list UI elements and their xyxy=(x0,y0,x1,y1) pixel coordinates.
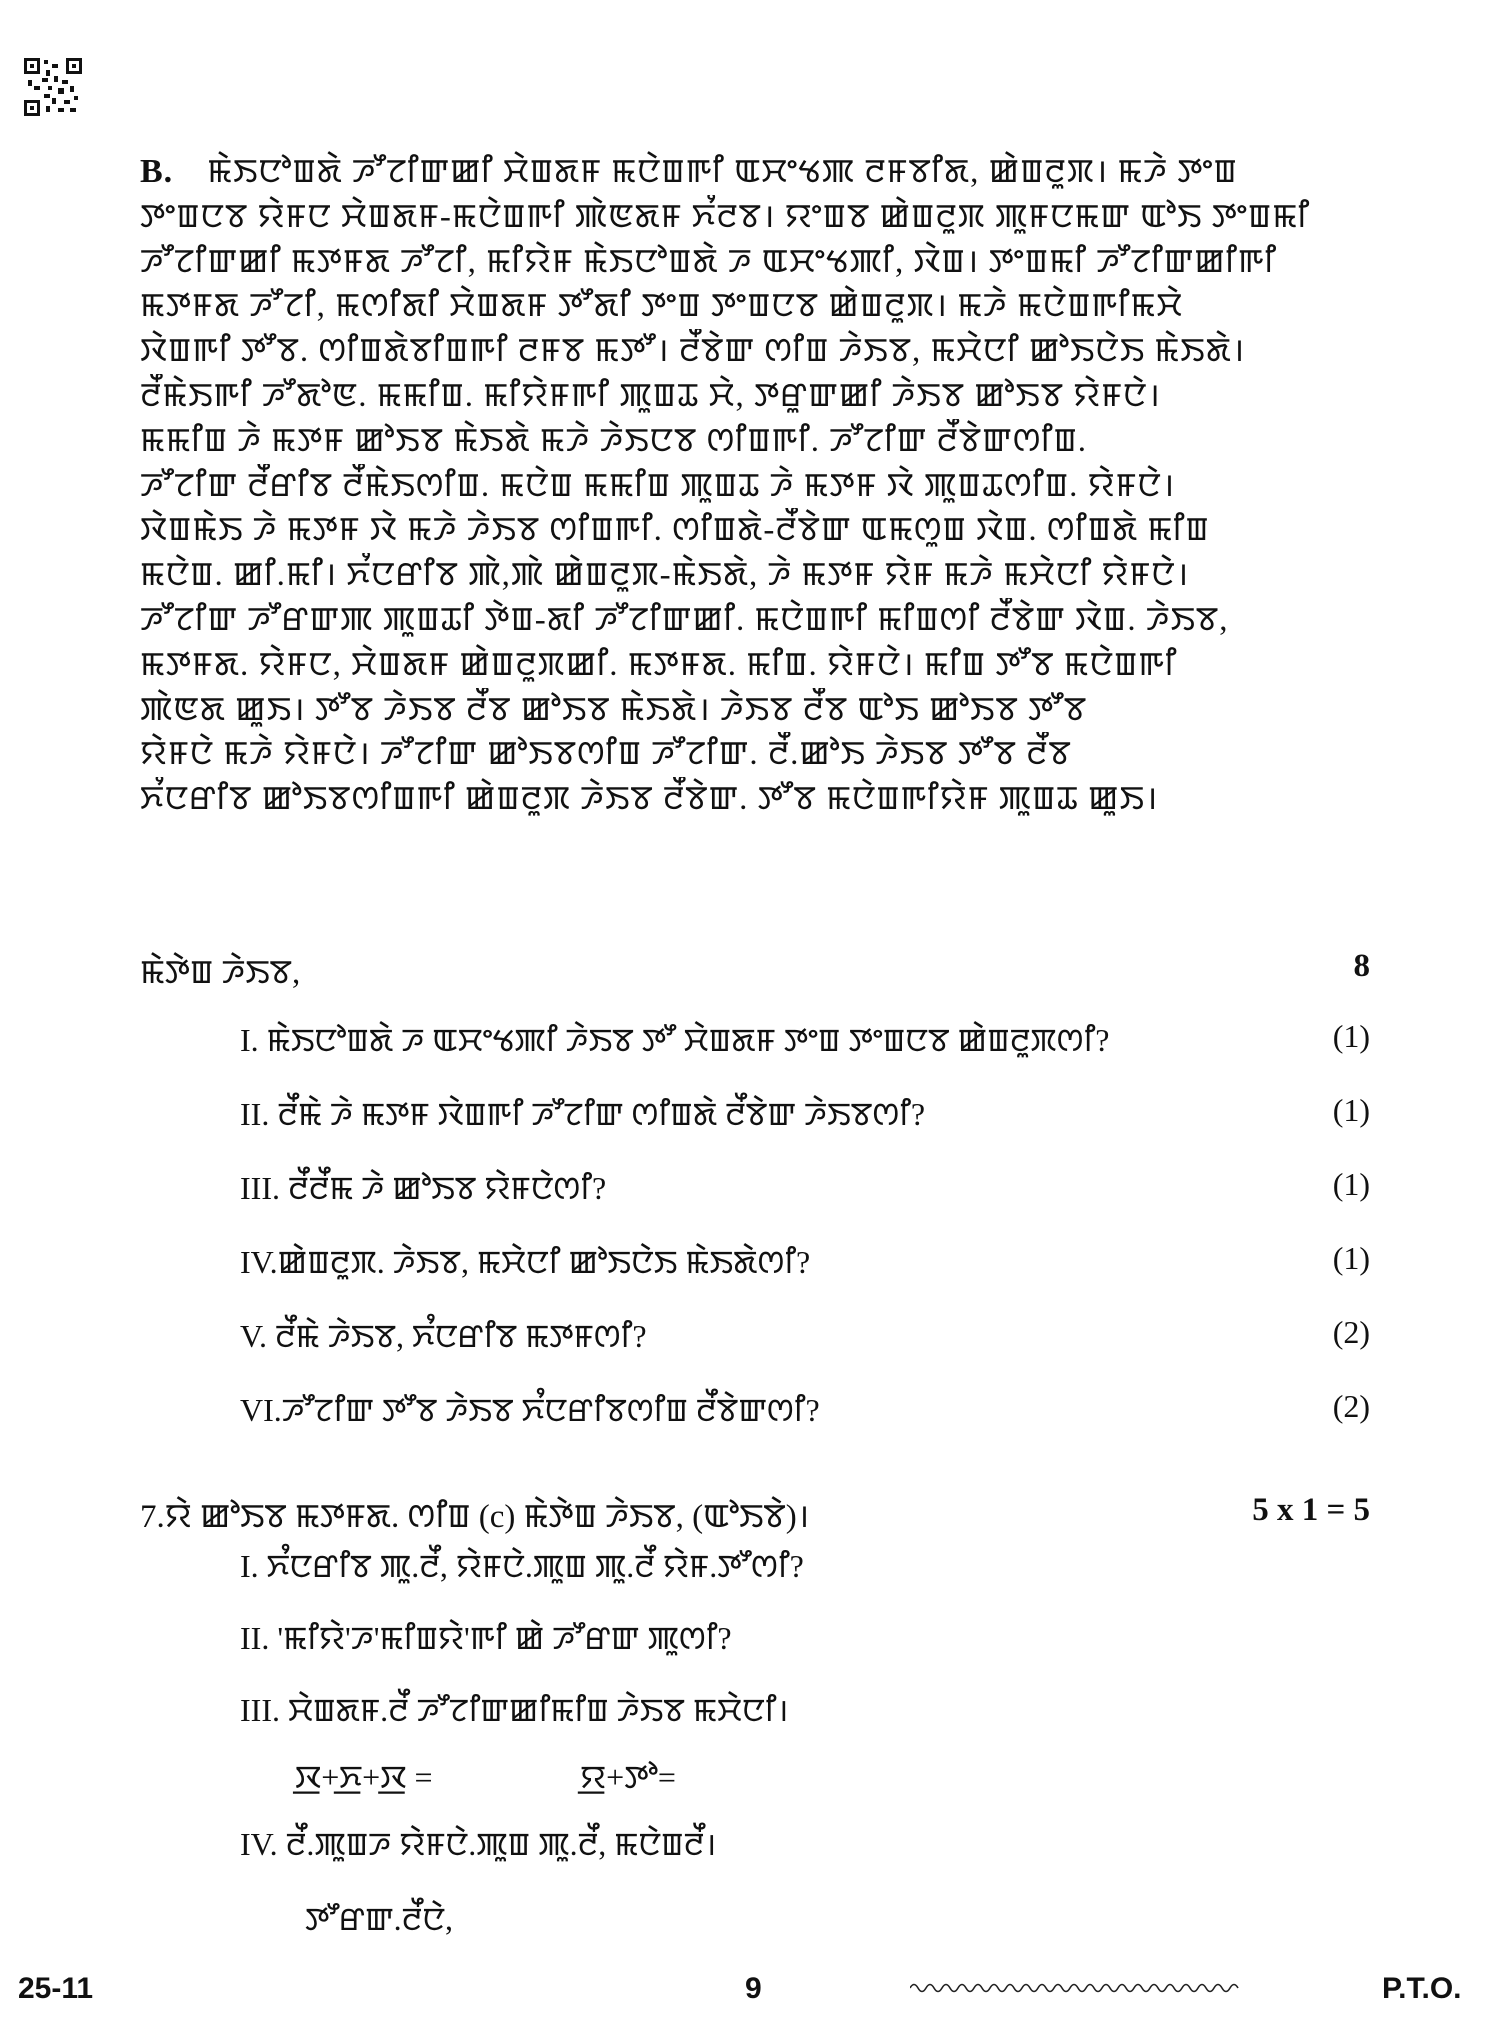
page-number: 9 xyxy=(745,1972,762,2005)
instruction-text: ꯃꯥꯇꯥꯡ ꯍꯥꯏꯕ, xyxy=(140,955,301,991)
passage-line: ꯋꯥꯡꯒꯤ ꯇꯧꯕ. ꯁꯤꯡꯗꯥꯕꯤꯡꯒꯤ ꯂꯝꯕ ꯃꯇꯧ। ꯂꯩꯕꯥꯛ ꯁꯤꯡ ꯍꯥꯏꯕ, ꯃꯆꯥꯅꯤ ꯀꯣꯏꯅꯥꯏ ꯃꯥꯏꯗꯥ। xyxy=(140,333,1246,370)
subquestion xyxy=(240,1388,1370,1432)
question-7-marks: 5 x 1 = 5 xyxy=(1252,1492,1370,1528)
passage-line: ꯋꯥꯡꯃꯥꯏ ꯍꯥ ꯃꯇꯝ ꯋꯥ ꯃꯍꯥ ꯍꯥꯏꯕ ꯁꯤꯡꯒꯤ. ꯁꯤꯡꯗꯥ-ꯂꯩꯕꯥꯛ ꯑꯃꯁꯨꯡ ꯋꯥꯡ. ꯁꯤꯡꯗꯥ ꯃꯤꯡ xyxy=(140,512,1210,549)
question-7-item: I. ꯈꯪꯅꯔꯤꯕ ꯄꯨ.ꯂꯩ, ꯌꯥꯝꯅꯥ.ꯄꯨꯡ ꯄꯨ.ꯂꯩ ꯌꯥꯝ.ꯇꯧꯁꯤ? xyxy=(240,1548,804,1584)
subquestion-text: V. ꯂꯩꯃꯥ ꯍꯥꯏꯕ, ꯈꯪꯅꯔꯤꯕ ꯃꯇꯝꯁꯤ? xyxy=(240,1318,647,1354)
section-label: B. xyxy=(140,153,174,190)
passage-line: ꯍꯧꯖꯤꯛ ꯂꯩꯔꯤꯕ ꯂꯩꯃꯥꯏꯁꯤꯡ. ꯃꯅꯥꯡ ꯃꯃꯤꯡ ꯄꯨꯡꯊ ꯍꯥ ꯃꯇꯝ ꯋꯥ ꯄꯨꯡꯊꯁꯤꯡ. ꯌꯥꯝꯅꯥ। xyxy=(140,467,1176,504)
subquestion-marks: (1) xyxy=(1332,1092,1370,1128)
passage-line: ꯍꯧꯖꯤꯛ ꯍꯧꯔꯛꯄ ꯄꯨꯡꯊꯤ ꯇꯥꯡ-ꯗꯤ ꯍꯧꯖꯤꯛꯀꯤ. ꯃꯅꯥꯡꯒꯤ ꯃꯤꯡꯁꯤ ꯂꯩꯕꯥꯛ ꯋꯥꯡ. ꯍꯥꯏꯕ, xyxy=(140,601,1229,638)
subquestion xyxy=(240,1018,1370,1062)
pto-label: P.T.O. xyxy=(1382,1972,1462,2005)
passage-line: ꯄꯥꯟꯗ ꯀꯨꯏ। ꯇꯧꯕ ꯍꯥꯏꯕ ꯂꯩꯕ ꯀꯣꯏꯕ ꯃꯥꯏꯗꯥ। ꯍꯥꯏꯕ ꯂꯩꯕ ꯑꯣꯏ ꯀꯣꯏꯕ ꯇꯧꯕ xyxy=(140,691,1088,728)
question-7-header xyxy=(140,1492,1370,1538)
total-marks: 8 xyxy=(1353,948,1370,984)
passage-line: ꯃꯃꯤꯡ ꯍꯥ ꯃꯇꯝ ꯀꯣꯏꯕ ꯃꯥꯏꯗꯥ ꯃꯍꯥ ꯍꯥꯏꯅꯕ ꯁꯤꯡꯒꯤ. ꯍꯧꯖꯤꯛ ꯂꯩꯕꯥꯛꯁꯤꯡ. xyxy=(140,422,1088,459)
question-7-item: III. ꯆꯥꯡꯗꯝ.ꯂꯩ ꯍꯧꯖꯤꯛꯀꯤꯃꯤꯡ ꯍꯥꯏꯕ ꯃꯆꯥꯅꯤ। xyxy=(240,1692,789,1728)
equation-left: ꯋ꯭+ꯈ꯭+ꯋ꯭ = xyxy=(295,1759,433,1795)
subquestion-text: VI.ꯍꯧꯖꯤꯛ ꯇꯧꯕ ꯍꯥꯏꯕ ꯈꯪꯅꯔꯤꯕꯁꯤꯡ ꯂꯩꯕꯥꯛꯁꯤ? xyxy=(240,1392,820,1428)
subquestion-text: II. ꯂꯩꯃꯥ ꯍꯥ ꯃꯇꯝ ꯋꯥꯡꯒꯤ ꯍꯧꯖꯤꯛ ꯁꯤꯡꯗꯥ ꯂꯩꯕꯥꯛ ꯍꯥꯏꯕꯁꯤ? xyxy=(240,1096,926,1132)
subquestion xyxy=(240,1240,1370,1284)
passage-b xyxy=(140,150,1370,822)
subquestion-marks: (1) xyxy=(1332,1018,1370,1054)
subquestion-text: IV.ꯀꯥꯡꯂꯨꯞ. ꯍꯥꯏꯕ, ꯃꯆꯥꯅꯤ ꯀꯣꯏꯅꯥꯏ ꯃꯥꯏꯗꯥꯁꯤ? xyxy=(240,1244,811,1280)
subquestion-marks: (1) xyxy=(1332,1166,1370,1202)
question-7-item: IV. ꯂꯩ.ꯄꯨꯡꯍ ꯌꯥꯝꯅꯥ.ꯄꯨꯡ ꯄꯨ.ꯂꯩ, ꯃꯅꯥꯡꯂꯩ। xyxy=(240,1826,717,1862)
passage-line: ꯃꯇꯝꯗ ꯍꯧꯖꯤ, ꯃꯁꯤꯗꯤ ꯆꯥꯡꯗꯝ ꯇꯧꯗꯤ ꯇꯦꯡ ꯇꯦꯡꯅꯕ ꯀꯥꯡꯂꯨꯞ। ꯃꯍꯥ ꯃꯅꯥꯡꯒꯤꯃꯆꯥ xyxy=(140,288,1184,325)
subquestion xyxy=(240,1166,1370,1210)
question-7-item: II. 'ꯃꯤꯌꯥ'ꯍ'ꯃꯤꯡꯌꯥ'ꯒꯤ ꯀꯥ ꯍꯧꯔꯛ ꯄꯨꯁꯤ? xyxy=(240,1620,732,1656)
subquestion xyxy=(240,1314,1370,1358)
passage-line: ꯃꯅꯥꯡ. ꯀꯤ.ꯃꯤ। ꯈꯪꯅꯔꯤꯕ ꯄꯥ,ꯄꯥ ꯀꯥꯡꯂꯨꯞ-ꯃꯥꯏꯗꯥ, ꯍꯥ ꯃꯇꯝ ꯌꯥꯝ ꯃꯍꯥ ꯃꯆꯥꯅꯤ ꯌꯥꯝꯅꯥ। xyxy=(140,557,1190,594)
passage-line: ꯌꯥꯝꯅꯥ ꯃꯍꯥ ꯌꯥꯝꯅꯥ। ꯍꯧꯖꯤꯛ ꯀꯣꯏꯕꯁꯤꯡ ꯍꯧꯖꯤꯛ. ꯂꯩ.ꯀꯣꯏ ꯍꯥꯏꯕ ꯇꯧꯕ ꯂꯩꯕ xyxy=(140,736,1072,773)
wavy-line-icon xyxy=(910,1980,1240,1996)
subquestion-text: I. ꯃꯥꯏꯅꯣꯡꯗꯥ ꯍ ꯑꯆꯦꯠꯄꯤ ꯍꯥꯏꯕ ꯇꯧ ꯆꯥꯡꯗꯝ ꯇꯦꯡ ꯇꯦꯡꯅꯕ ꯀꯥꯡꯂꯨꯞꯁꯤ? xyxy=(240,1022,1110,1058)
passage-line: ꯇꯦꯡꯅꯕ ꯌꯥꯝꯅ ꯆꯥꯡꯗꯝ-ꯃꯅꯥꯡꯒꯤ ꯄꯥꯟꯗꯝ ꯈꯪꯂꯕ। ꯌꯦꯡꯕ ꯀꯥꯡꯂꯨꯞ ꯄꯨꯝꯅꯃꯛ ꯑꯣꯏ ꯇꯦꯡꯃꯤ xyxy=(140,198,1311,235)
subquestion-marks: (2) xyxy=(1332,1314,1370,1350)
passage-line: ꯈꯪꯅꯔꯤꯕ ꯀꯣꯏꯕꯁꯤꯡꯒꯤ ꯀꯥꯡꯂꯨꯞ ꯍꯥꯏꯕ ꯂꯩꯕꯥꯛ. ꯇꯧꯕ ꯃꯅꯥꯡꯒꯤꯌꯥꯝ ꯄꯨꯡꯊ ꯀꯨꯏ। xyxy=(140,781,1159,818)
passage-line: ꯍꯧꯖꯤꯛꯀꯤ ꯃꯇꯝꯗ ꯍꯧꯖꯤ, ꯃꯤꯌꯥꯝ ꯃꯥꯏꯅꯣꯡꯗꯥ ꯍ ꯑꯆꯦꯠꯄꯤ, ꯋꯥꯡ। ꯇꯦꯡꯃꯤ ꯍꯧꯖꯤꯛꯀꯤꯒꯤ xyxy=(140,243,1278,280)
subquestion-marks: (1) xyxy=(1332,1240,1370,1276)
subquestion-text: III. ꯂꯩꯂꯩꯃ ꯍꯥ ꯀꯣꯏꯕ ꯌꯥꯝꯅꯥꯁꯤ? xyxy=(240,1170,607,1206)
equation-right: ꯌ꯭+ꯇꯣ= xyxy=(580,1759,676,1795)
paper-code: 25-11 xyxy=(18,1972,94,2005)
subquestion-marks: (2) xyxy=(1332,1388,1370,1424)
passage-line: ꯃꯇꯝꯗ. ꯌꯥꯝꯅ, ꯆꯥꯡꯗꯝ ꯀꯥꯡꯂꯨꯞꯀꯤ. ꯃꯇꯝꯗ. ꯃꯤꯡ. ꯌꯥꯝꯅꯥ। ꯃꯤꯡ ꯇꯧꯕ ꯃꯅꯥꯡꯒꯤ xyxy=(140,646,1178,683)
question-instruction xyxy=(140,948,1370,994)
subquestion xyxy=(240,1092,1370,1136)
final-word: ꯇꯧꯔꯛ.ꯂꯩꯅꯥ, xyxy=(305,1901,454,1937)
passage-line: ꯂꯩꯃꯥꯏꯒꯤ ꯍꯧꯗꯣꯟ. ꯃꯃꯤꯡ. ꯃꯤꯌꯥꯝꯒꯤ ꯄꯨꯡꯊ ꯆꯥ, ꯇꯔꯨꯛꯀꯤ ꯍꯥꯏꯕ ꯀꯣꯏꯕ ꯌꯥꯝꯅꯥ। xyxy=(140,377,1161,414)
passage-line: B. ꯃꯥꯏꯅꯣꯡꯗꯥ ꯍꯧꯖꯤꯛꯀꯤ ꯆꯥꯡꯗꯝ ꯃꯅꯥꯡꯒꯤ ꯑꯆꯦꯠꯄ ꯂꯝꯕꯤꯗ, ꯀꯥꯡꯂꯨꯞ। ꯃꯍꯥ ꯇꯦꯡ xyxy=(140,153,1238,190)
question-7-text: 7.ꯌꯥ ꯀꯣꯏꯕ ꯃꯇꯝꯗ. ꯁꯤꯡ (c) ꯃꯥꯇꯥꯡ ꯍꯥꯏꯕ, (ꯑꯣꯏꯕꯥ)। xyxy=(140,1499,810,1535)
qr-code-icon xyxy=(24,58,82,116)
